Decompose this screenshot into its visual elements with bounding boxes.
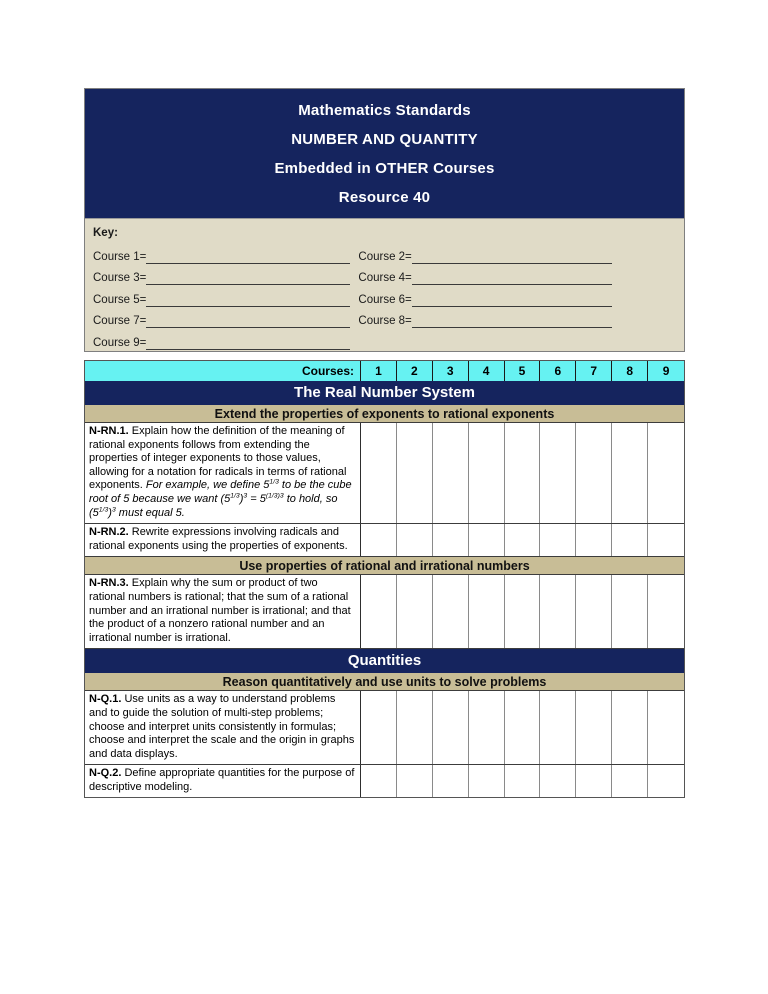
courses-header-row <box>85 361 684 381</box>
standard-code: N-Q.1. <box>89 693 125 706</box>
title-block <box>85 89 684 218</box>
title-line-1: Mathematics Standards <box>298 102 471 119</box>
course-number-cell: 8 <box>612 361 648 381</box>
standard-text-segment: Explain why the sum or product of two rational numbers is rational; that the sum of a rational number and an irrational number is irrational; and that the product of a nonzero rational number and an irrational number is irrational. <box>89 577 351 644</box>
course-mark-cell <box>505 765 541 797</box>
course-mark-cell <box>433 691 469 764</box>
course-mark-cell <box>612 524 648 556</box>
course-mark-cell <box>612 765 648 797</box>
course-number-cell: 5 <box>505 361 541 381</box>
key-rows <box>93 242 676 350</box>
key-row <box>93 307 676 329</box>
cluster-band: Extend the properties of exponents to rational exponents <box>85 405 684 423</box>
standard-text-cell <box>85 423 361 523</box>
standard-text-segment: 1/3 <box>98 505 109 513</box>
standard-code: N-RN.3. <box>89 577 132 590</box>
standard-text-segment: 1/3 <box>230 492 240 500</box>
course-mark-cell <box>576 524 612 556</box>
course-key-label: Course 3= <box>93 272 147 284</box>
course-mark-cell <box>612 575 648 648</box>
standard-text-segment: Rewrite expressions involving radicals and rational exponents using the properties of exponents. <box>89 526 348 552</box>
course-key-label: Course 1= <box>93 250 147 263</box>
course-blank-line <box>412 271 612 285</box>
standard-text-segment: For example, we define 5 <box>145 479 270 492</box>
title-line-3: Embedded in OTHER Courses <box>274 160 495 177</box>
cluster-band: Reason quantitatively and use units to solve problems <box>85 673 684 691</box>
course-mark-cell <box>361 524 397 556</box>
standard-text-segment: Explain how the definition of the meaning of rational exponents follows from extending the properties of integer exponents to those values, allowing for a notation for radicals in terms of rational exponents. <box>89 425 347 492</box>
standard-text-cell <box>85 765 361 797</box>
standard-text-segment: to hold, so (5 <box>89 492 338 519</box>
course-number-cell: 9 <box>662 364 670 378</box>
standard-text-segment: must equal 5. <box>115 506 185 519</box>
course-blank-line <box>146 336 350 350</box>
course-blank-line <box>146 271 350 285</box>
course-key-label: Course 4= <box>358 272 412 284</box>
course-mark-cell <box>397 691 433 764</box>
standard-row <box>85 575 684 649</box>
course-mark-cell <box>397 423 433 523</box>
course-key-label: Course 8= <box>358 315 412 327</box>
course-mark-cell <box>540 524 576 556</box>
standard-code: N-RN.2. <box>89 526 132 539</box>
course-number-cell: 6 <box>540 361 576 381</box>
course-mark-cell <box>469 691 505 764</box>
key-row <box>93 328 676 350</box>
standard-text-cell <box>85 691 361 764</box>
standard-text-segment: to be the cube root of 5 because we want (5 <box>89 479 352 505</box>
standard-row <box>85 524 684 557</box>
course-mark-cell <box>576 691 612 764</box>
standard-text-segment: = 5 <box>247 492 266 505</box>
course-key-label: Course 2= <box>358 250 412 263</box>
document-header-unit <box>84 88 685 352</box>
course-mark-cell <box>469 765 505 797</box>
standard-row <box>85 765 684 797</box>
course-mark-cell <box>612 423 648 523</box>
course-mark-cell <box>540 765 576 797</box>
title-line-2: NUMBER AND QUANTITY <box>291 131 478 148</box>
key-row <box>93 264 676 286</box>
standard-text-cell <box>85 575 361 648</box>
course-key-label: Course 6= <box>358 293 412 306</box>
course-mark-cell <box>397 524 433 556</box>
key-row <box>93 285 676 307</box>
course-mark-cell <box>469 575 505 648</box>
course-mark-cell <box>612 691 648 764</box>
course-mark-cell <box>433 524 469 556</box>
standard-row <box>85 423 684 524</box>
standard-row <box>85 691 684 765</box>
course-blank-line <box>412 250 612 264</box>
standard-code: N-RN.1. <box>89 425 132 437</box>
course-mark-cell <box>648 691 684 764</box>
section-band: Quantities <box>85 649 684 673</box>
course-mark-cell <box>433 765 469 797</box>
course-mark-cell <box>540 691 576 764</box>
standard-text-segment: 3 <box>243 492 248 500</box>
course-mark-cell <box>505 524 541 556</box>
course-mark-cell <box>361 765 397 797</box>
course-number-cell: 7 <box>576 361 612 381</box>
course-blank-line <box>412 314 612 328</box>
course-number-cell: 4 <box>469 361 505 381</box>
course-mark-cell <box>648 524 684 556</box>
course-mark-cell <box>361 691 397 764</box>
course-mark-cell <box>433 575 469 648</box>
course-mark-cell <box>540 575 576 648</box>
standard-text-segment: (1/3)3 <box>265 492 284 500</box>
course-mark-cell <box>361 423 397 523</box>
section-band: The Real Number System <box>85 381 684 405</box>
key-label: Key: <box>93 227 118 239</box>
course-mark-cell <box>648 423 684 523</box>
course-mark-cell <box>505 575 541 648</box>
course-mark-cell <box>469 423 505 523</box>
cluster-band: Use properties of rational and irrational numbers <box>85 557 684 575</box>
course-blank-line <box>412 293 612 307</box>
course-key-label: Course 7= <box>93 315 147 327</box>
course-mark-cell <box>361 575 397 648</box>
standard-text-segment: ) <box>239 492 244 505</box>
key-row <box>93 242 676 264</box>
course-mark-cell <box>576 765 612 797</box>
course-mark-cell <box>648 575 684 648</box>
course-mark-cell <box>576 575 612 648</box>
course-mark-cell <box>648 765 684 797</box>
course-number-cell: 2 <box>397 361 433 381</box>
course-key-label: Course 5= <box>93 293 147 306</box>
course-mark-cell <box>505 423 541 523</box>
standard-text-segment: ) <box>108 506 112 519</box>
course-mark-cell <box>540 423 576 523</box>
course-mark-cell <box>469 524 505 556</box>
course-number-cell: 1 <box>361 361 397 381</box>
course-mark-cell <box>397 765 433 797</box>
course-mark-cell <box>576 423 612 523</box>
course-key-label: Course 9= <box>93 336 147 349</box>
standards-table <box>84 360 685 798</box>
course-number-cell: 3 <box>433 361 469 381</box>
course-blank-line <box>146 314 350 328</box>
standard-code: N-Q.2. <box>89 767 125 780</box>
course-mark-cell <box>433 423 469 523</box>
course-mark-cell <box>397 575 433 648</box>
standard-text-segment: 1/3 <box>269 478 279 486</box>
key-section <box>85 218 684 351</box>
courses-label-cell: Courses: <box>85 361 361 381</box>
course-blank-line <box>146 250 350 264</box>
course-blank-line <box>146 293 350 307</box>
title-line-4: Resource 40 <box>338 189 431 206</box>
standard-text-segment: 3 <box>111 505 116 513</box>
table-body <box>85 381 684 797</box>
standard-text-cell <box>85 524 361 556</box>
standard-text-segment: Use units as a way to understand problems and to guide the solution of multi-step problems; choose and interpret units consistently in formulas; choose and interpret the scale and the origin in graphs and data displays. <box>89 693 355 760</box>
standard-text-segment: Define appropriate quantities for the purpose of descriptive modeling. <box>89 767 355 793</box>
course-mark-cell <box>505 691 541 764</box>
